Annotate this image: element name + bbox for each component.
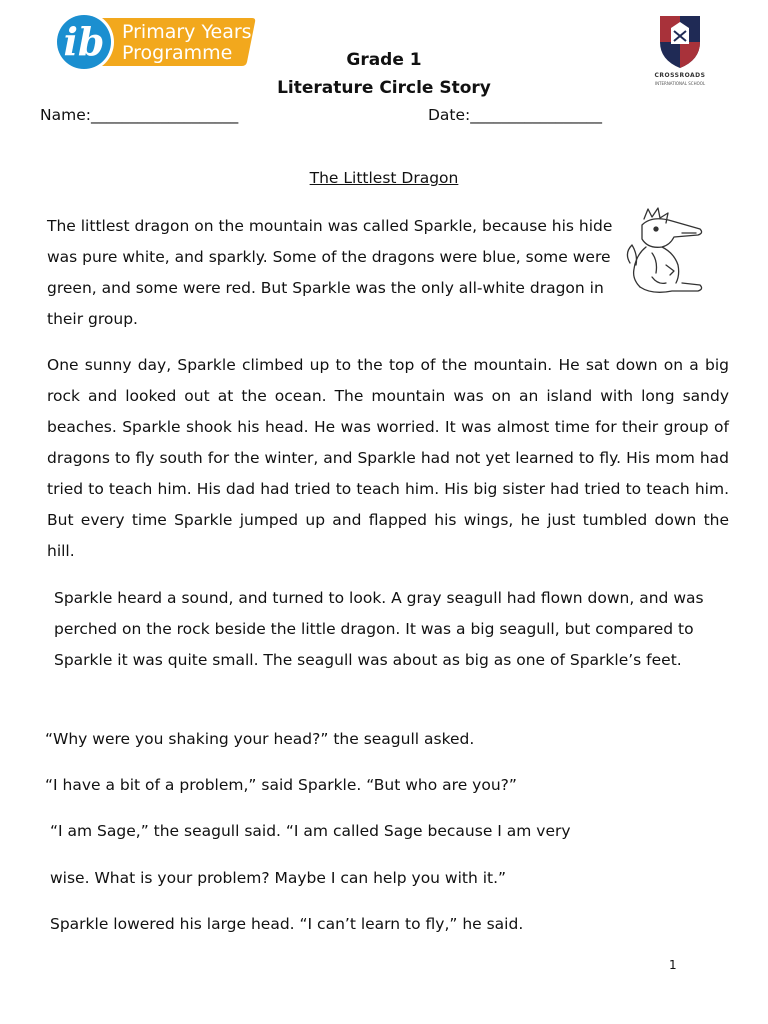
- dialogue-line-4: wise. What is your problem? Maybe I can help you with it.”: [50, 869, 507, 887]
- dialogue-line-5: Sparkle lowered his large head. “I can’t learn to fly,” he said.: [50, 915, 524, 933]
- dialogue-line-1: “Why were you shaking your head?” the seagull asked.: [45, 730, 475, 748]
- page-number: 1: [669, 958, 677, 972]
- story-paragraph-3: Sparkle heard a sound, and turned to look. A gray seagull had flown down, and was perched on the rock beside the little dragon. It was a big seagull, but compared to Sparkle it was quite small. The seagull was about as big as one of Sparkle’s feet.: [54, 589, 704, 669]
- name-field: Name:___________________: [40, 106, 239, 124]
- svg-text:ib: ib: [63, 19, 105, 64]
- story-title: The Littlest Dragon: [309, 169, 459, 187]
- dragon-illustration: [622, 205, 708, 301]
- svg-text:Programme: Programme: [122, 42, 233, 64]
- dialogue-line-2: “I have a bit of a problem,” said Sparkle. “But who are you?”: [45, 776, 517, 794]
- dialogue-line-3: “I am Sage,” the seagull said. “I am called Sage because I am very: [50, 822, 571, 840]
- story-paragraph-2: One sunny day, Sparkle climbed up to the top of the mountain. He sat down on a big rock and looked out at the ocean. The mountain was on an island with long sandy beaches. Sparkle shook his head. He was worried. It was almost time for their group of dragons to fly south for the winter, and Sparkle had not yet learned to fly. His mom had tried to teach him. His dad had tried to teach him. His big sister had tried to teach him. But every time Sparkle jumped up and flapped his wings, he just tumbled down the hill.: [47, 356, 729, 560]
- grade-heading: Grade 1: [346, 50, 422, 70]
- school-name: CROSSROADS: [654, 72, 706, 79]
- date-field: Date:_________________: [428, 106, 603, 124]
- school-subtitle: INTERNATIONAL SCHOOL: [654, 81, 706, 86]
- svg-text:Primary Years: Primary Years: [122, 21, 252, 43]
- worksheet-title: Literature Circle Story: [277, 78, 491, 98]
- story-paragraph-1: The littlest dragon on the mountain was called Sparkle, because his hide was pure white, and sparkly. Some of the dragons were blue, some were green, and some were red. But Sparkle was the only all-white dragon in their group.: [47, 217, 613, 328]
